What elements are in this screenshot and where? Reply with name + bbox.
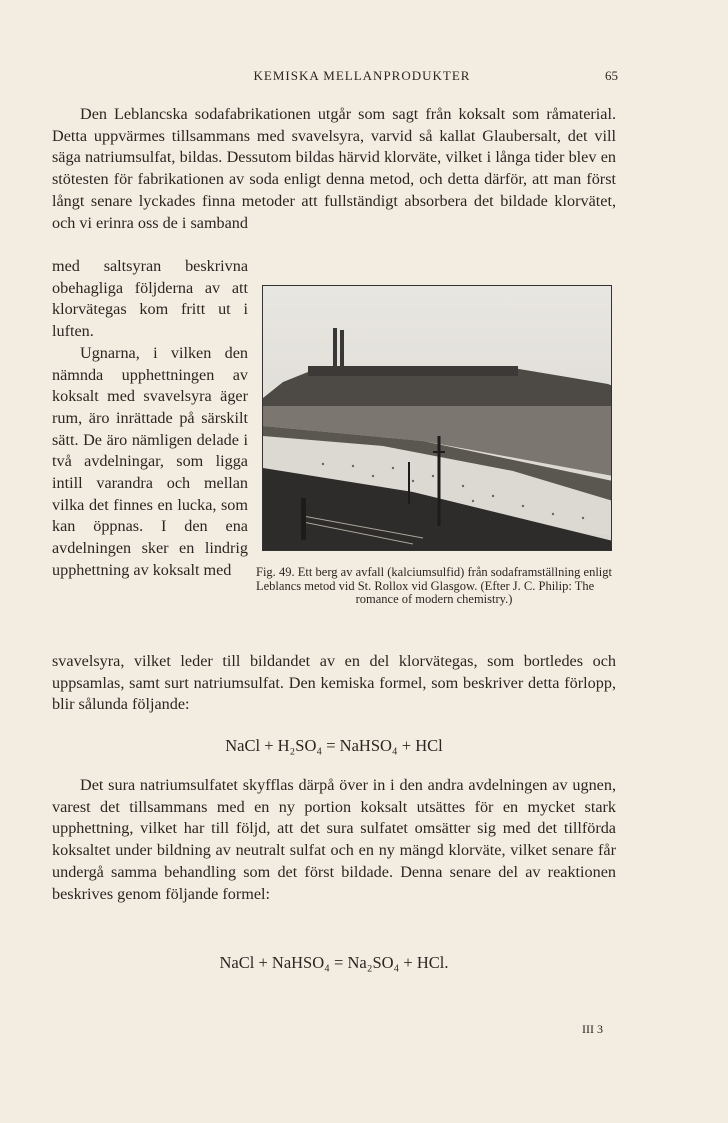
photo-illustration: [263, 286, 612, 551]
page-header: [52, 68, 616, 88]
paragraph-leblanc-intro: Den Leblancska sodafabrikationen utgår som sagt från koksalt som råmaterial. Detta uppvärmes tillsammans med svavelsyra, varvid så kallat Glaubersalt, det vill säga natriumsulfat, bildas. Dessutom bildas härvid klorväte, vilket i långa tider blev en stötesten för fabrikationen av soda enligt denna metod, och detta därför, att man först långt senare lyckades finna metoder att fullständigt absorbera det bildade klorvätet, och vi erinra oss de i samband: [52, 105, 616, 232]
formula-1: NaCl + H₂SO₄ = NaHSO₄ + HCl: [225, 736, 443, 755]
paragraph-furnaces: Ugnarna, i vilken den nämnda upphettningen av koksalt med svavelsyra äger rum, äro inrättade på särskilt sätt. De äro nämligen delade i två avdelningar, som ligga intill varandra och mellan vilka det finnes en lucka, som kan öppnas. I den ena avdelningen sker en lindrig upphettning av koksalt med: [52, 343, 248, 579]
running-head: KEMISKA MELLANPRODUKTER: [253, 68, 471, 83]
paragraph-second-stage: Det sura natriumsulfatet skyfflas därpå över in i den andra avdelningen av ugnen, varest det tillsammans med en ny portion koksalt utsättes för en mycket stark upphettning, vilket har till följd, att det sura sulfatet omsätter sig med det tillförda koksaltet under bildning av neutralt sulfat och en ny mängd klorväte, vilket senare får undergå samma behandling som det först bildade. Denna senare del av reaktionen beskrives genom följande formel:: [52, 776, 616, 903]
paragraph-furnaces-tail: svavelsyra, vilket leder till bildandet av en del klorvätegas, som bortledes och uppsamlas, samt surt natriumsulfat. Den kemiska formel, som beskriver detta förlopp, blir sålunda följande:: [52, 652, 616, 714]
caption-last-line: romance of modern chemistry.): [355, 592, 513, 607]
formula-2: NaCl + NaHSO₄ = Na₂SO₄ + HCl.: [219, 953, 449, 972]
paragraph-continuation: med saltsyran beskrivna obehagliga följderna av att klorvätegas kom fritt ut i luften.: [52, 257, 248, 341]
caption-text: Fig. 49. Ett berg av avfall (kalciumsulfid) från sodaframställning enligt Leblancs metod vid St. Rollox vid Glasgow. (Efter J. C. Philip: The: [256, 565, 612, 593]
wrapped-column: [52, 256, 248, 582]
figure-49: [262, 285, 612, 551]
figure-caption: [256, 566, 612, 607]
signature-mark: III 3: [582, 1022, 603, 1036]
page-number: 65: [605, 68, 618, 83]
waste-heap-photo: [262, 285, 612, 551]
